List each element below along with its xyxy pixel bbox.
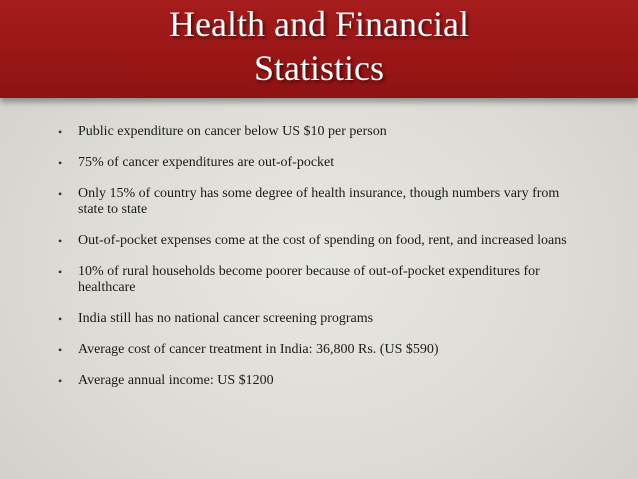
bullet-item <box>58 233 578 249</box>
bullet-text: Public expenditure on cancer below US $10 per person <box>78 124 387 139</box>
bullet-item <box>58 342 578 358</box>
slide-title <box>0 2 638 90</box>
bullet-text: Only 15% of country has some degree of health insurance, though numbers vary from state to state <box>78 186 560 217</box>
bullet-dot-icon: • <box>58 374 63 388</box>
bullet-text: 75% of cancer expenditures are out-of-pocket <box>78 155 335 170</box>
title-bar <box>0 0 638 98</box>
bullet-item <box>58 311 578 327</box>
bullet-item <box>58 373 578 389</box>
bullet-dot-icon: • <box>58 234 63 248</box>
bullet-item <box>58 155 578 171</box>
bullet-dot-icon: • <box>58 125 63 139</box>
bullet-item <box>58 264 578 296</box>
bullet-text: Out-of-pocket expenses come at the cost of spending on food, rent, and increased loans <box>78 233 567 248</box>
bullet-text: 10% of rural households become poorer because of out-of-pocket expenditures for healthcare <box>78 264 540 295</box>
bullet-item <box>58 124 578 140</box>
bullet-dot-icon: • <box>58 312 63 326</box>
bullet-text: Average annual income: US $1200 <box>78 373 274 388</box>
bullet-dot-icon: • <box>58 265 63 279</box>
bullet-item <box>58 186 578 218</box>
bullet-text: Average cost of cancer treatment in India: 36,800 Rs. (US $590) <box>78 342 439 357</box>
slide-title-line-2: Statistics <box>253 48 384 88</box>
bullet-dot-icon: • <box>58 187 63 201</box>
bullet-text: India still has no national cancer screening programs <box>78 311 374 326</box>
bullet-dot-icon: • <box>58 156 63 170</box>
slide-title-line-1: Health and Financial <box>169 4 469 44</box>
bullet-dot-icon: • <box>58 343 63 357</box>
bullet-list <box>58 124 578 404</box>
